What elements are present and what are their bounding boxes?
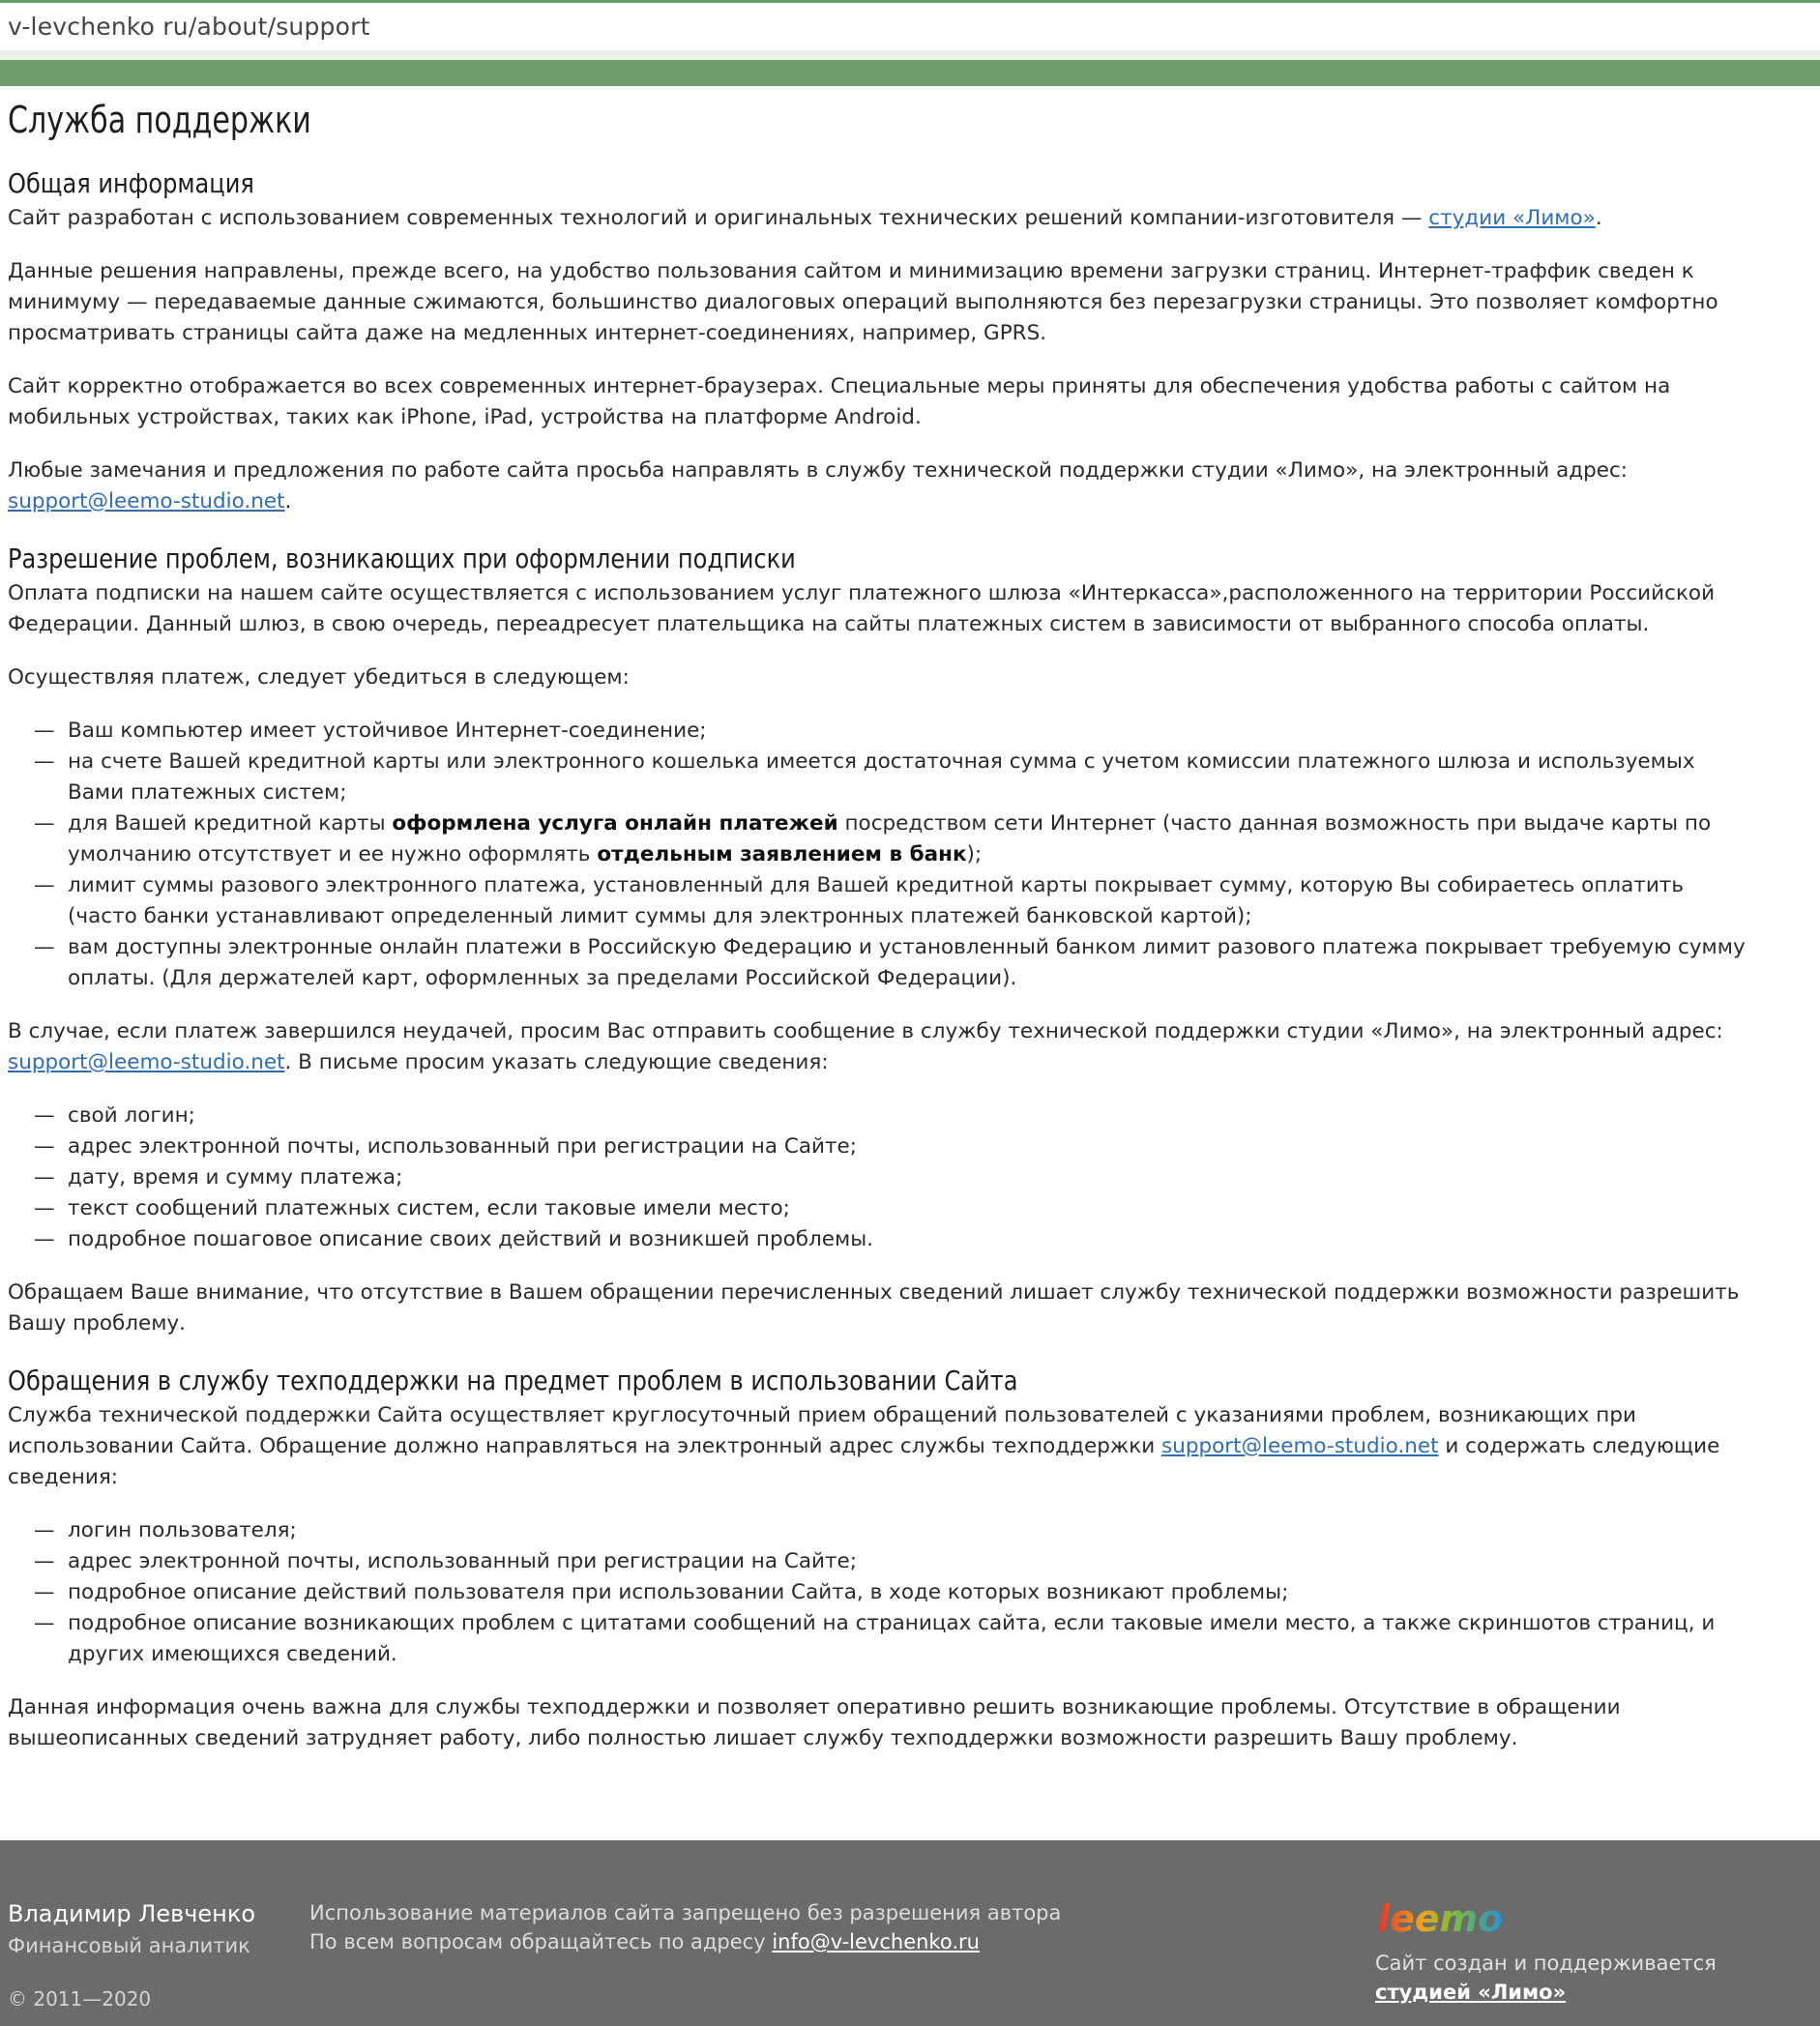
list-item-bold: отдельным заявлением в банк	[597, 842, 967, 866]
paragraph-text: .	[284, 489, 292, 514]
list-item: — адрес электронной почты, использованный при регистрации на Сайте;	[68, 1546, 1748, 1577]
address-bar-divider	[0, 50, 1820, 60]
section-heading-support: Обращения в службу техподдержки на предмет проблем в использовании Сайта	[8, 1365, 1018, 1396]
list-item: — свой логин;	[68, 1101, 1748, 1131]
list-item-bold: оформлена услуга онлайн платежей	[392, 811, 838, 836]
paragraph-text: . В письме просим указать следующие сведения:	[284, 1050, 829, 1074]
general-paragraph-3: Сайт корректно отображается во всех современных интернет-браузерах. Специальные меры приняты для обеспечения удобства работы с сайтом на мобильных устройствах, таких как iPhone, iPad, устройства на платформе Android.	[8, 374, 1671, 429]
list-item: — адрес электронной почты, использованный при регистрации на Сайте;	[68, 1131, 1748, 1162]
copyright-notice: Использование материалов сайта запрещено без разрешения автора	[309, 1901, 1062, 1924]
subscription-paragraph-4: Обращаем Ваше внимание, что отсутствие в Вашем обращении перечисленных сведений лишает службу технической поддержки возможности разрешить Вашу проблему.	[8, 1280, 1740, 1336]
general-paragraph-4	[8, 455, 1748, 517]
list-item: — вам доступны электронные онлайн платежи в Российскую Федерацию и установленный банком лимит разового платежа покрывает требуемую сумму оплаты. (Для держателей карт, оформленных за пределами Российской Федерации).	[68, 932, 1748, 994]
list-item-text: для Вашей кредитной карты	[68, 811, 393, 836]
leemo-studio-link[interactable]: студии «Лимо»	[1428, 206, 1596, 230]
subscription-paragraph-2: Осуществляя платеж, следует убедиться в следующем:	[8, 665, 630, 690]
list-item: — текст сообщений платежных систем, если таковые имели место;	[68, 1193, 1748, 1224]
list-item: — подробное описание возникающих проблем с цитатами сообщений на страницах сайта, если таковые имели место, а также скриншотов страниц, и других имеющихся сведений.	[68, 1608, 1748, 1670]
contact-email-link[interactable]: info@v-levchenko.ru	[772, 1930, 980, 1953]
leemo-logo[interactable]	[1375, 1896, 1511, 1945]
support-paragraph-1	[8, 1400, 1748, 1493]
failed-payment-info-list	[8, 1101, 1748, 1255]
leemo-studio-footer-link[interactable]: студией «Лимо»	[1375, 1981, 1567, 2004]
url-text[interactable]: v-levchenko ru/about/support	[8, 13, 370, 41]
site-header-bar	[0, 60, 1820, 86]
support-email-link[interactable]: support@leemo-studio.net	[1161, 1434, 1439, 1458]
site-footer	[0, 1840, 1820, 2026]
list-item-text: посредством сети Интернет (часто данная возможность при выдаче карты по умолчанию отсутствует и ее нужно оформлять	[68, 811, 1712, 866]
paragraph-text: .	[1595, 206, 1602, 230]
list-item: — подробное пошаговое описание своих действий и возникшей проблемы.	[68, 1224, 1748, 1255]
list-item: — на счете Вашей кредитной карты или электронного кошелька имеется достаточная сумма с учетом комиссии платежного шлюза и используемых Вами платежных систем;	[68, 747, 1748, 808]
list-item-text: );	[966, 842, 983, 866]
main-content	[8, 93, 1748, 1776]
contact-text: По всем вопросам обращайтесь по адресу	[309, 1930, 773, 1953]
leemo-logo-text: leemo	[1377, 1897, 1504, 1940]
section-heading-subscription: Разрешение проблем, возникающих при оформлении подписки	[8, 543, 796, 574]
contact-line	[309, 1930, 980, 1953]
browser-address-bar[interactable]	[0, 0, 1820, 50]
support-email-link[interactable]: support@leemo-studio.net	[8, 489, 285, 514]
list-item: — логин пользователя;	[68, 1515, 1748, 1546]
leemo-logo-image	[1375, 1896, 1511, 1941]
support-request-info-list	[8, 1515, 1748, 1670]
general-paragraph-1	[8, 203, 1748, 234]
list-item: — дату, время и сумму платежа;	[68, 1162, 1748, 1193]
subscription-paragraph-1: Оплата подписки на нашем сайте осуществляется с использованием услуг платежного шлюза «Интеркасса»,расположенного на территории Российской Федерации. Данный шлюз, в свою очередь, переадресует плательщика на сайты платежных систем в зависимости от выбранного способа оплаты.	[8, 581, 1716, 636]
paragraph-text: и содержать следующие сведения:	[8, 1434, 1720, 1489]
paragraph-text: Любые замечания и предложения по работе сайта просьба направлять в службу технической поддержки студии «Лимо», на электронный адрес:	[8, 458, 1629, 483]
list-item: — лимит суммы разового электронного платежа, установленный для Вашей кредитной карты покрывает сумму, которую Вы собираетесь оплатить (часто банки устанавливают определенный лимит суммы для электронных платежей банковской картой);	[68, 870, 1748, 932]
made-by-text: Сайт создан и поддерживается	[1375, 1952, 1717, 1975]
subscription-paragraph-3	[8, 1016, 1748, 1078]
list-item: — подробное описание действий пользователя при использовании Сайта, в ходе которых возникают проблемы;	[68, 1577, 1748, 1608]
made-by	[1375, 1949, 1717, 2007]
paragraph-text: Служба технической поддержки Сайта осуществляет круглосуточный прием обращений пользователей с указаниями проблем, возникающих при использовании Сайта. Обращение должно направляться на электронный адрес службы техподдержки	[8, 1403, 1636, 1458]
author-name: Владимир Левченко	[8, 1900, 256, 1927]
support-paragraph-2: Данная информация очень важна для службы техподдержки и позволяет оперативно решить возникающие проблемы. Отсутствие в обращении вышеописанных сведений затрудняет работу, либо полностью лишает службу техподдержки возможности разрешить Вашу проблему.	[8, 1695, 1621, 1750]
list-item: — Ваш компьютер имеет устойчивое Интернет-соединение;	[68, 716, 1748, 747]
paragraph-text: Сайт разработан с использованием современных технологий и оригинальных технических решений компании-изготовителя —	[8, 206, 1429, 230]
list-item	[68, 808, 1748, 870]
paragraph-text: В случае, если платеж завершился неудачей, просим Вас отправить сообщение в службу технической поддержки студии «Лимо», на электронный адрес:	[8, 1019, 1723, 1043]
author-role: Финансовый аналитик	[8, 1934, 250, 1957]
general-paragraph-2: Данные решения направлены, прежде всего, на удобство пользования сайтом и минимизацию времени загрузки страниц. Интернет-траффик сведен к минимуму — передаваемые данные сжимаются, большинство диалоговых операций выполняются без перезагрузки страницы. Это позволяет комфортно просматривать страницы сайта даже на медленных интернет-соединениях, например, GPRS.	[8, 259, 1718, 345]
copyright: © 2011—2020	[8, 1987, 152, 2011]
page-title: Служба поддержки	[8, 99, 311, 141]
support-email-link[interactable]: support@leemo-studio.net	[8, 1050, 285, 1074]
payment-checklist	[8, 716, 1748, 994]
section-heading-general: Общая информация	[8, 167, 254, 199]
